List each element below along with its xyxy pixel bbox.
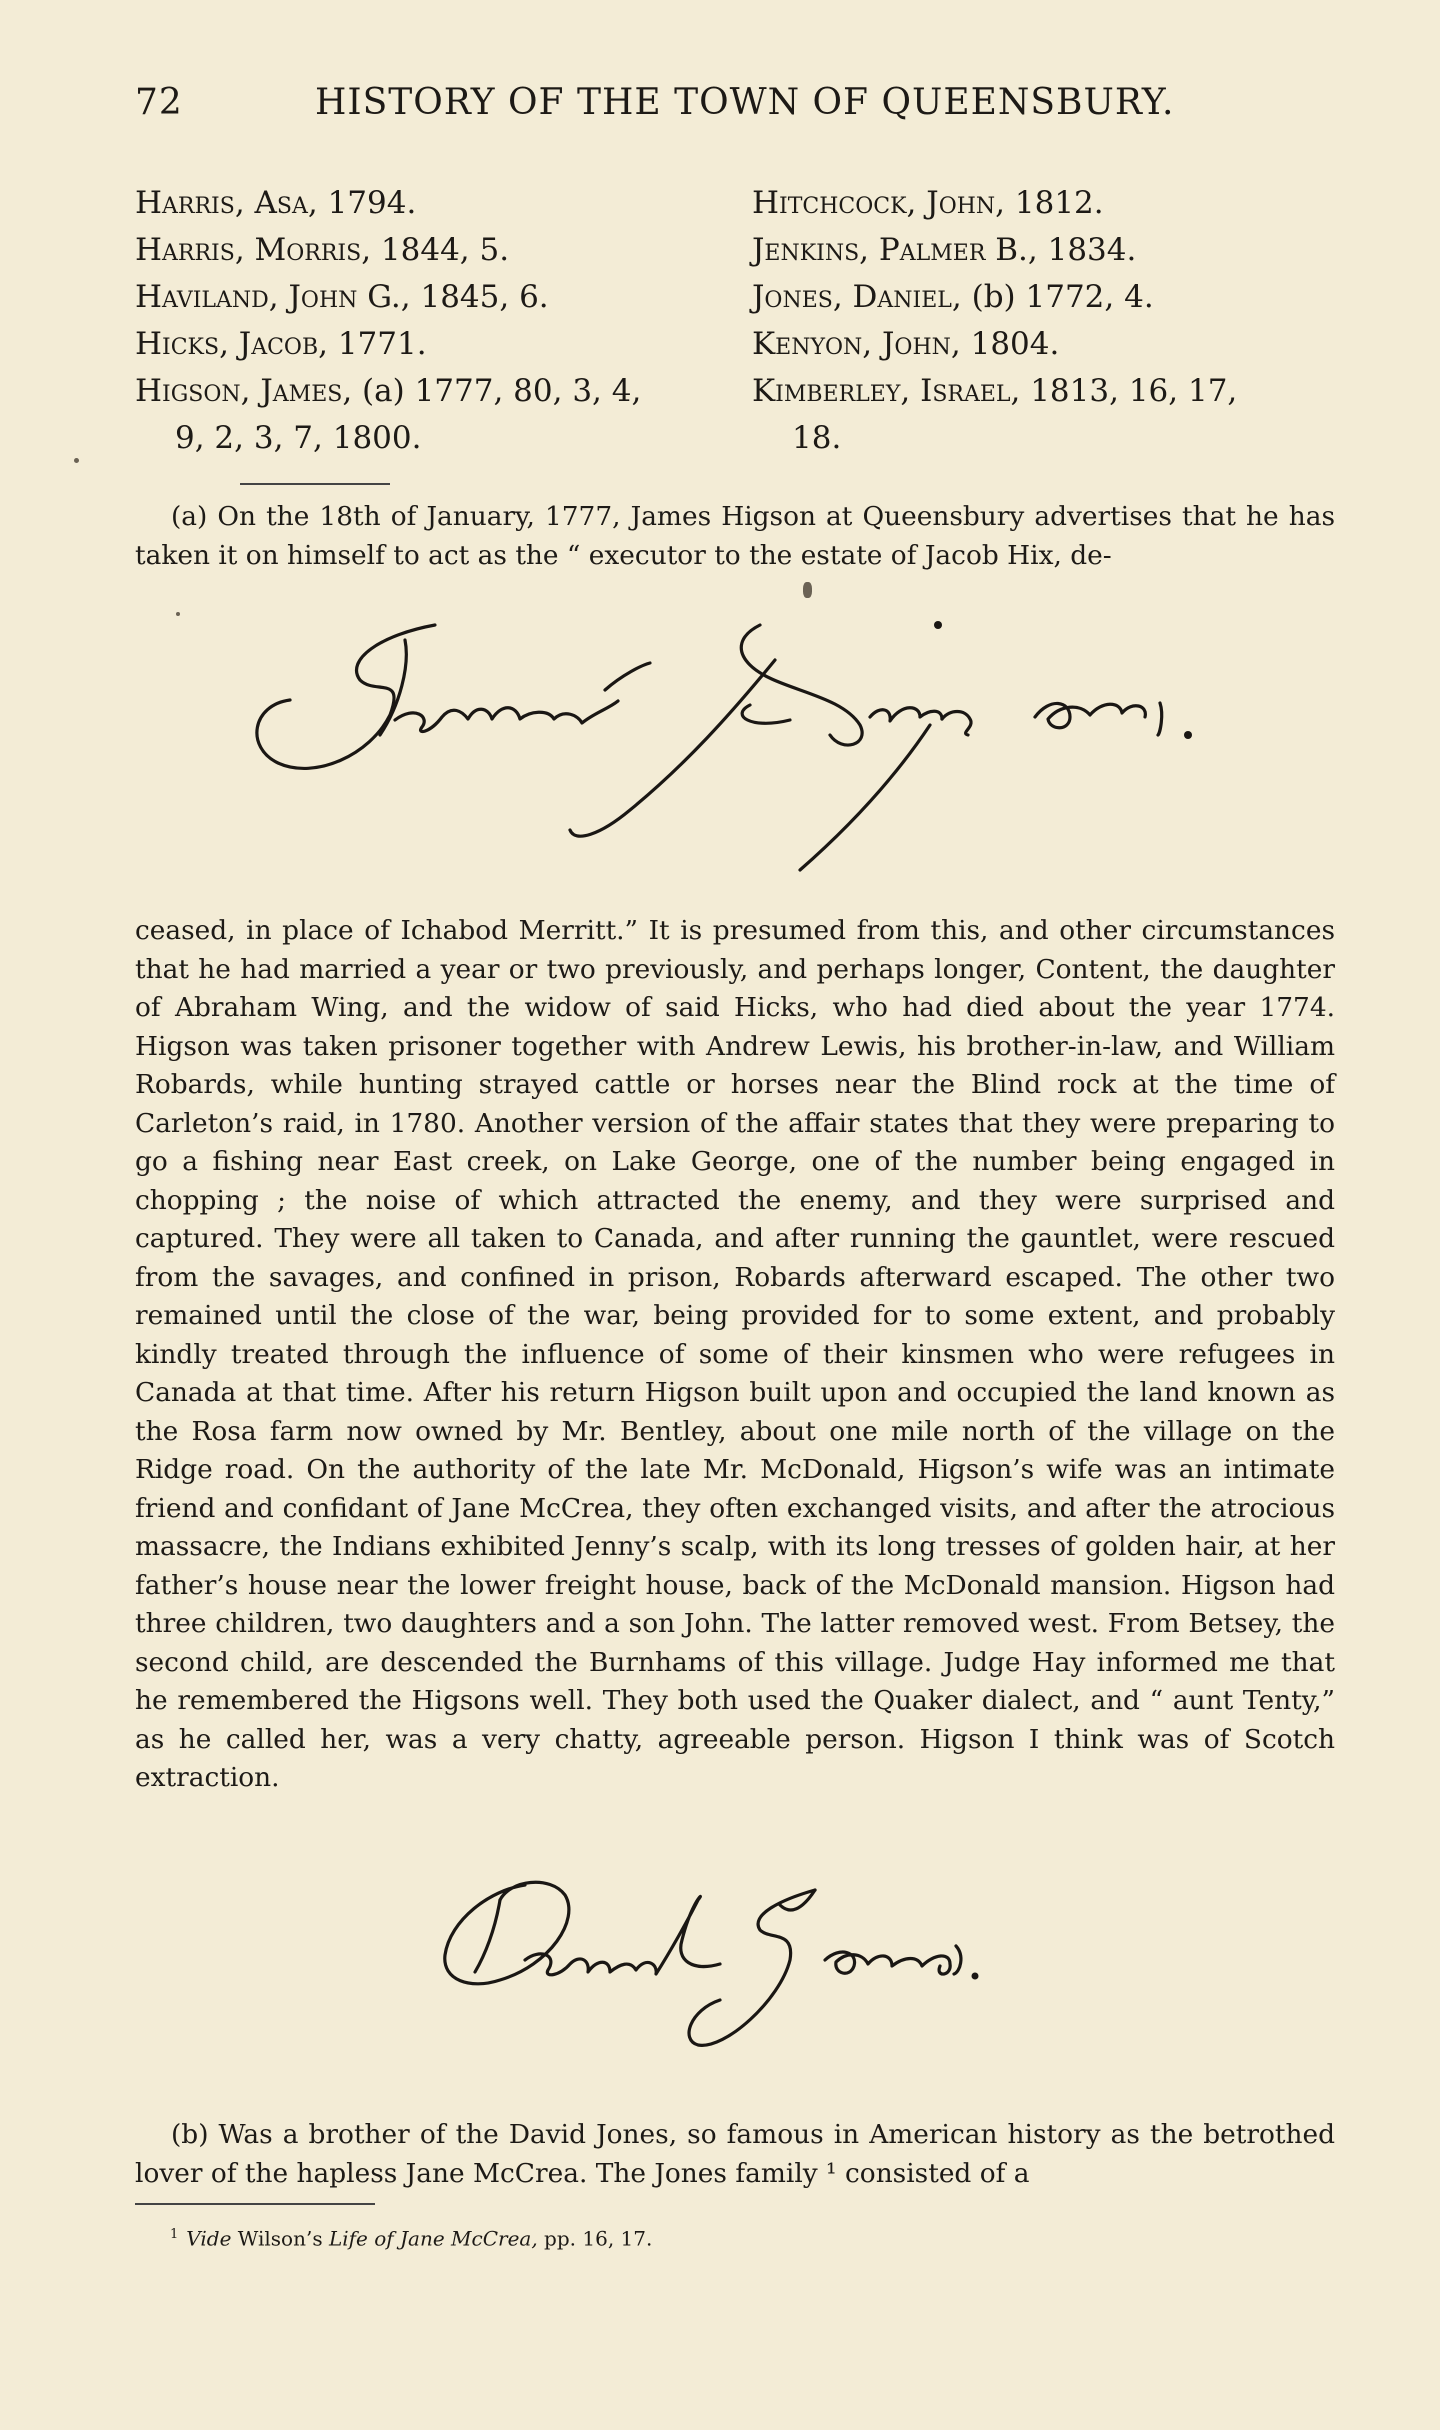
index-entry: Haviland, John G., 1845, 6. bbox=[135, 279, 549, 315]
index-entry: Harris, Morris, 1844, 5. bbox=[135, 232, 510, 268]
note-b: (b) Was a brother of the David Jones, so famous in American history as the betrothed lover of the hapless Jane McCrea. The Jones family ¹ consisted of a bbox=[135, 2119, 1335, 2189]
note-a-intro: (a) On the 18th of January, 1777, James Higson at Queensbury advertises that he has taken it on himself to act as the “ executor to the estate of Jacob Hix, de- bbox=[135, 501, 1335, 571]
index-column-left bbox=[135, 180, 735, 462]
note-a-body: ceased, in place of Ichabod Merritt.” It is presumed from this, and other circumstances that he had married a year or two previously, and perhaps longer, Content, the daughter of Abraham Wing, and the widow of said Hicks, who had died about the year 1774. Higson was taken prisoner together with Andrew Lewis, his brother-in-law, and William Robards, while hunting strayed cattle or horses near the Blind rock at the time of Carleton’s raid, in 1780. Another version of the affair states that they were preparing to go a fishing near East creek, on Lake George, one of the number being engaged in chopping ; the noise of which attracted the enemy, and they were surprised and captured. They were all taken to Canada, and after running the gauntlet, were rescued from the savages, and confined in prison, Robards afterward escaped. The other two remained until the close of the war, being provided for to some extent, and probably kindly treated through the influence of some of their kinsmen who were refugees in Canada at that time. After his return Higson built upon and occupied the land known as the Rosa farm now owned by Mr. Bentley, about one mile north of the village on the Ridge road. On the authority of the late Mr. McDonald, Higson’s wife was an intimate friend and confidant of Jane McCrea, they often exchanged visits, and after the atrocious massacre, the Indians exhibited Jenny’s scalp, with its long tresses of golden hair, at her father’s house near the lower freight house, back of the McDonald mansion. Higson had three children, two daughters and a son John. The latter removed west. From Betsey, the second child, are descended the Burnhams of this village. Judge Hay informed me that he remembered the Higsons well. They both used the Quaker dialect, and “ aunt Tenty,” as he called her, was a very chatty, agreeable person. Higson I think was of Scotch extraction. bbox=[135, 915, 1335, 1793]
footnote-vide: Vide bbox=[186, 2226, 232, 2251]
ink-speck bbox=[176, 612, 180, 616]
ink-speck bbox=[74, 458, 79, 463]
index-entry: Jenkins, Palmer B., 1834. bbox=[752, 232, 1137, 268]
footnote bbox=[170, 2220, 1170, 2254]
footnote-divider bbox=[135, 2203, 375, 2205]
index-column-right bbox=[752, 180, 1352, 462]
footnote-marker: 1 bbox=[170, 2227, 179, 2242]
index-entry-continuation: 18. bbox=[792, 420, 842, 456]
index-entry: Kimberley, Israel, 1813, 16, 17, bbox=[752, 373, 1238, 409]
footnote-author: Wilson’s bbox=[231, 2226, 329, 2251]
footnote-pages: pp. 16, 17. bbox=[537, 2226, 653, 2251]
signature-james-higson bbox=[230, 605, 1230, 895]
footnote-work: Life of Jane McCrea, bbox=[328, 2226, 538, 2251]
index-entry-continuation: 9, 2, 3, 7, 1800. bbox=[175, 420, 422, 456]
index-entry: Higson, James, (a) 1777, 80, 3, 4, bbox=[135, 373, 642, 409]
index-entry: Kenyon, John, 1804. bbox=[752, 326, 1060, 362]
index-entry: Harris, Asa, 1794. bbox=[135, 185, 417, 221]
page-number: 72 bbox=[135, 82, 183, 123]
index-entry: Hicks, Jacob, 1771. bbox=[135, 326, 427, 362]
index-entry: Hitchcock, John, 1812. bbox=[752, 185, 1104, 221]
index-entry: Jones, Daniel, (b) 1772, 4. bbox=[752, 279, 1154, 315]
ink-speck bbox=[803, 582, 812, 598]
page-title: HISTORY OF THE TOWN OF QUEENSBURY. bbox=[315, 82, 1175, 123]
signature-daniel-jones bbox=[430, 1860, 1070, 2070]
section-divider bbox=[240, 483, 390, 485]
